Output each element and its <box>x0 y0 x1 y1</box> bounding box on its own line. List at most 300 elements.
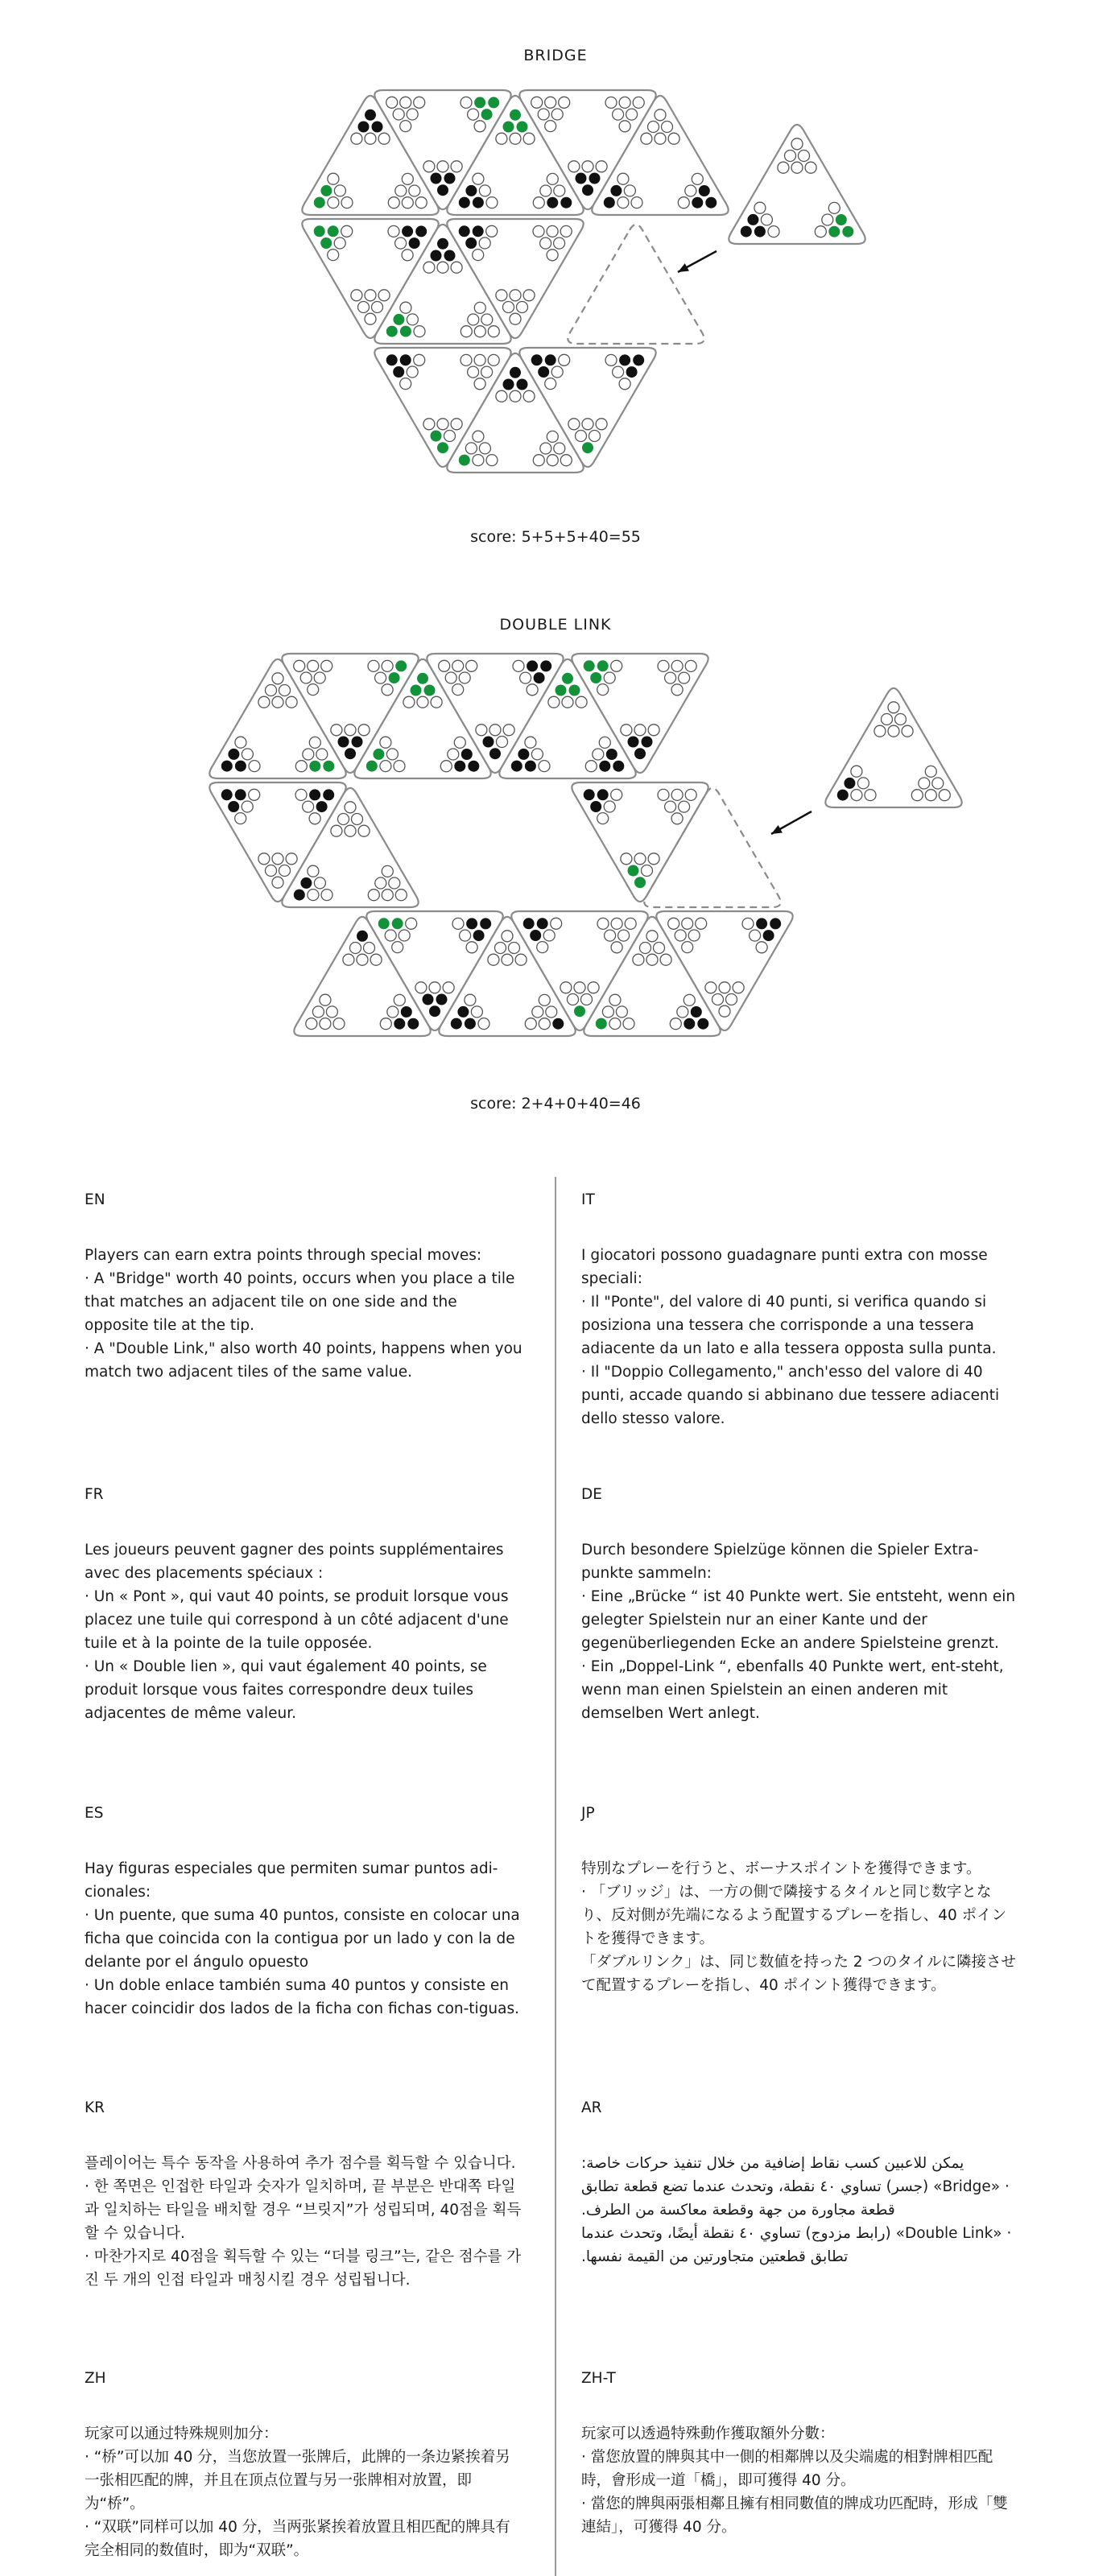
lang-block-es <box>85 1802 523 2021</box>
pip <box>393 366 404 378</box>
pip <box>665 672 676 683</box>
pip <box>466 942 477 953</box>
pip <box>502 954 513 965</box>
pip <box>631 197 642 208</box>
lang-item: · Eine „Brücke “ ist 40 Punkte wert. Sie entsteht, wenn ein gelegter Spielstein nur an einer Kante und der gegenüberliegenden Ecke an andere Spielsteine grenzt. <box>581 1588 1016 1652</box>
pip <box>328 197 339 208</box>
pip <box>576 431 587 442</box>
lang-block-en <box>85 1188 523 1384</box>
pip <box>375 672 386 683</box>
pip <box>569 685 580 696</box>
pip <box>623 1018 634 1030</box>
pip <box>326 1006 337 1018</box>
pip <box>395 660 407 671</box>
pip <box>611 660 622 671</box>
pip <box>597 813 609 824</box>
pip <box>510 109 521 121</box>
pip <box>266 865 277 877</box>
pip <box>574 1005 585 1017</box>
pip <box>613 109 624 120</box>
lang-block-zh <box>85 2367 523 2562</box>
pip <box>668 133 679 144</box>
pip <box>423 161 435 172</box>
pip <box>682 918 693 929</box>
lang-item: · A "Bridge" worth 40 points, occurs when you place a tile that matches an adjacent tile on one side and the opposite tile at the tip. <box>85 1270 515 1334</box>
pip <box>503 122 514 133</box>
pip <box>671 660 683 671</box>
pip <box>851 790 862 801</box>
pip <box>323 761 334 772</box>
pip <box>634 853 646 865</box>
pip <box>314 672 325 683</box>
pip <box>417 673 428 684</box>
pip <box>533 225 544 237</box>
double-link-title: DOUBLE LINK <box>499 616 612 634</box>
pip <box>483 737 494 748</box>
pip <box>303 801 314 812</box>
pip <box>488 954 499 965</box>
pip <box>451 1018 462 1030</box>
pip <box>761 214 772 225</box>
pip <box>443 982 454 993</box>
pip <box>613 761 624 772</box>
pip <box>378 918 390 929</box>
pip <box>407 1018 419 1030</box>
pip <box>341 197 353 208</box>
pip <box>660 954 671 965</box>
pip <box>488 326 499 337</box>
pip <box>235 813 246 824</box>
pip <box>473 250 484 261</box>
pip <box>719 1005 730 1017</box>
pip <box>605 97 617 108</box>
pip <box>471 1006 482 1018</box>
pip <box>756 918 767 929</box>
pip <box>619 97 630 108</box>
pip <box>747 214 758 225</box>
pip <box>606 749 617 760</box>
pip <box>754 226 766 237</box>
pip <box>480 918 491 929</box>
pip <box>380 1018 391 1030</box>
pip <box>481 109 493 120</box>
pip <box>671 813 683 824</box>
pip <box>655 133 666 144</box>
lang-item: · A "Double Link," also worth 40 points, happens when you match two adjacent tiles of the same value. <box>85 1340 522 1381</box>
pip <box>939 790 950 801</box>
pip <box>548 696 560 708</box>
lang-item: · «Double Link» (رابط مزدوج) تساوي ٤٠ نقطة أيضًا، وتحدث عندما تطابق قطعتين متجاورتين من القيمة نفسها. <box>581 2225 1012 2265</box>
pip <box>503 724 514 736</box>
lang-block-it <box>581 1188 1020 1430</box>
pip <box>423 419 435 430</box>
pip <box>338 737 349 748</box>
pip <box>537 942 548 953</box>
pip <box>547 431 558 442</box>
pip <box>403 696 415 708</box>
empty-slot <box>568 225 704 344</box>
bridge-title: BRIDGE <box>523 47 588 64</box>
pip <box>279 685 291 696</box>
pip <box>576 696 587 708</box>
pip <box>568 994 579 1005</box>
pip <box>272 673 283 684</box>
pip <box>451 262 462 273</box>
pip <box>286 853 297 865</box>
pip <box>312 1006 324 1018</box>
pip <box>228 749 239 760</box>
pip <box>258 853 270 865</box>
pip <box>468 366 479 378</box>
pip <box>286 696 297 708</box>
pip <box>679 672 690 683</box>
pip <box>616 1006 627 1018</box>
pip <box>465 994 476 1005</box>
pip <box>684 994 695 1005</box>
pip <box>545 97 556 108</box>
lang-code: ZH-T <box>581 2370 616 2387</box>
pip <box>520 672 531 683</box>
pip <box>461 749 473 760</box>
pip <box>581 994 593 1005</box>
pip <box>842 226 853 237</box>
lang-code: EN <box>85 1191 105 1208</box>
pip <box>382 865 393 877</box>
pip <box>445 672 456 683</box>
pip <box>321 660 332 671</box>
pip <box>625 918 636 929</box>
lang-block-fr <box>85 1483 523 1725</box>
pip <box>452 660 464 671</box>
pip <box>554 185 565 196</box>
pip <box>272 877 283 888</box>
lang-code: ES <box>85 1805 104 1822</box>
pip <box>633 97 644 108</box>
pip <box>365 133 376 144</box>
pip <box>474 302 485 313</box>
pip <box>785 151 796 162</box>
pip <box>822 214 833 225</box>
pip <box>523 390 535 402</box>
pip <box>609 1018 621 1030</box>
pip <box>465 237 477 249</box>
pip <box>538 366 549 378</box>
pip <box>249 761 260 772</box>
pip <box>857 778 869 789</box>
pip <box>648 122 659 133</box>
pip <box>611 918 622 929</box>
pip <box>585 761 597 772</box>
pip <box>599 761 610 772</box>
pip <box>343 954 354 965</box>
pip <box>431 250 442 262</box>
pip <box>394 761 405 772</box>
pip <box>486 225 498 237</box>
pip <box>742 918 754 929</box>
pip <box>402 197 413 208</box>
pip <box>527 660 538 671</box>
pip <box>221 789 233 800</box>
pip <box>382 684 393 696</box>
pip <box>534 672 545 683</box>
pip <box>648 724 659 736</box>
lang-intro: 玩家可以透過特殊動作獲取額外分數： <box>581 2425 835 2442</box>
pip <box>370 954 382 965</box>
pip <box>925 766 936 777</box>
pip <box>358 122 370 133</box>
pip <box>460 930 471 941</box>
pip <box>547 250 558 261</box>
pip <box>556 685 567 696</box>
pip <box>437 184 448 196</box>
pip <box>459 455 470 466</box>
pip <box>547 455 558 466</box>
lang-item: · 當您的牌與兩張相鄰且擁有相同數值的牌成功匹配時，形成「雙連結」，可獲得 40 分。 <box>581 2496 1008 2536</box>
pip <box>242 801 253 812</box>
pip <box>423 262 435 273</box>
pip <box>628 865 639 877</box>
pip <box>473 431 484 442</box>
lang-item: · Il "Doppio Collegamento," anch'esso del valore di 40 punti, accade quando si abbinano due tessere adiacenti dello stesso valore. <box>581 1364 1000 1427</box>
pip <box>316 749 328 760</box>
pip <box>634 877 646 888</box>
pip <box>911 790 923 801</box>
pip <box>331 724 342 736</box>
pip <box>452 918 464 929</box>
pip <box>382 890 393 901</box>
pip <box>658 660 669 671</box>
double-link-score: score: 2+4+0+40=46 <box>470 1095 641 1113</box>
lang-intro: Players can earn extra points through special moves: <box>85 1247 482 1264</box>
pip <box>642 737 653 748</box>
pip <box>560 982 572 993</box>
pip <box>576 173 587 184</box>
pip <box>540 237 551 249</box>
pip <box>386 326 398 337</box>
pip <box>385 930 396 941</box>
pip <box>726 994 737 1005</box>
pip <box>328 225 339 237</box>
pip <box>618 930 630 941</box>
lang-item: · Il "Ponte", del valore di 40 punti, si verifica quando si posiziona una tessera che corrisponde a una tessera adiacente da un lato e alla tessera opposta sulla punta. <box>581 1294 997 1357</box>
pip <box>582 184 593 196</box>
pip <box>365 109 376 121</box>
pip <box>395 185 407 196</box>
pip <box>429 982 440 993</box>
pip <box>626 366 638 378</box>
lang-item: · 「ブリッジ」は、一方の側で隣接するタイルと同じ数字となり、反対側が先端になるよう配置するプレーを指し、40 ポイントを獲得できます。 <box>581 1884 1007 1947</box>
pip <box>597 918 609 929</box>
pip <box>394 994 405 1005</box>
pip <box>613 366 624 378</box>
lang-intro: 玩家可以通过特殊规则加分： <box>85 2425 279 2442</box>
pip <box>466 918 477 929</box>
pip <box>677 1006 688 1018</box>
pip <box>409 185 420 196</box>
pip <box>590 801 601 812</box>
pip <box>597 684 609 696</box>
pip <box>395 237 407 249</box>
pip <box>328 250 339 261</box>
pip <box>532 1006 543 1018</box>
pip <box>525 1018 536 1030</box>
pip <box>828 202 840 213</box>
pip <box>539 1018 550 1030</box>
pip <box>712 994 724 1005</box>
lang-code: AR <box>581 2099 602 2116</box>
pip <box>364 943 375 954</box>
pip <box>345 825 356 836</box>
pip <box>523 290 535 301</box>
lang-item: 「ダブルリンク」は、同じ数値を持った 2 つのタイルに隣接させて配置するプレーを指し、40 ポイント獲得できます。 <box>581 1954 1017 1994</box>
pip <box>537 918 548 929</box>
pip <box>389 877 400 889</box>
pip <box>429 1005 440 1017</box>
pip <box>837 790 849 801</box>
pip <box>314 197 325 208</box>
pip <box>389 672 400 683</box>
pip <box>671 684 683 696</box>
pip <box>560 225 572 237</box>
pip <box>633 354 644 365</box>
pip <box>844 778 855 789</box>
pip <box>407 314 418 325</box>
pip <box>547 225 558 237</box>
pip <box>805 162 816 173</box>
pip <box>496 290 507 301</box>
pip <box>314 877 325 889</box>
pip <box>611 789 622 800</box>
pip <box>610 185 622 196</box>
pip <box>634 748 646 759</box>
pip <box>633 954 644 965</box>
pip <box>568 419 580 430</box>
pip <box>258 696 270 708</box>
pip <box>604 672 615 683</box>
pip <box>791 138 803 150</box>
pip <box>646 931 658 942</box>
pip <box>437 419 448 430</box>
pip <box>503 379 514 390</box>
bridge-diagram <box>0 80 1111 499</box>
pip <box>770 918 781 929</box>
pip <box>400 121 411 132</box>
pip <box>303 749 314 760</box>
lang-code: FR <box>85 1486 104 1503</box>
pip <box>399 930 410 941</box>
pip <box>763 930 774 941</box>
pip <box>388 225 399 237</box>
pip <box>554 237 565 249</box>
pip <box>424 685 436 696</box>
pip <box>540 185 551 196</box>
pip <box>459 197 470 208</box>
pip <box>584 789 595 800</box>
pip <box>392 942 403 953</box>
pip <box>545 121 556 132</box>
lang-intro: I giocatori possono guadagnare punti extra con mosse speciali: <box>581 1247 988 1287</box>
pip <box>540 443 551 454</box>
pip <box>476 724 487 736</box>
pip <box>510 390 521 402</box>
pip <box>468 314 479 325</box>
pip <box>272 853 283 865</box>
pip <box>387 1006 399 1018</box>
pip <box>828 226 840 237</box>
pip <box>502 931 513 942</box>
pip <box>465 1018 476 1030</box>
pip <box>604 801 615 812</box>
pip <box>642 865 653 877</box>
pip <box>479 237 490 249</box>
pip <box>308 684 319 696</box>
pip <box>925 790 936 801</box>
pip <box>756 942 767 953</box>
pip <box>451 419 462 430</box>
pip <box>334 185 345 196</box>
pip <box>358 724 370 736</box>
lang-block-ar <box>581 2096 1020 2268</box>
pip <box>692 197 703 208</box>
pip <box>457 1006 469 1018</box>
pip <box>628 737 639 748</box>
pip <box>539 761 550 772</box>
pip <box>545 378 556 390</box>
lang-intro: 特別なプレーを行うと、ボーナスポイントを獲得できます。 <box>581 1860 981 1877</box>
pip <box>488 97 499 108</box>
pip <box>473 173 484 184</box>
pip <box>249 789 260 800</box>
pip <box>468 109 479 120</box>
pip <box>309 789 320 800</box>
pip <box>865 790 876 801</box>
pip <box>431 173 442 184</box>
pip <box>582 442 593 453</box>
pip <box>584 660 595 671</box>
pip <box>415 225 427 237</box>
pip <box>589 173 601 184</box>
lang-block-kr <box>85 2096 523 2292</box>
pip <box>444 250 456 262</box>
pip <box>513 660 524 671</box>
pip <box>670 1018 681 1030</box>
pip <box>295 761 307 772</box>
pip <box>479 185 490 196</box>
pip <box>320 185 332 196</box>
pip <box>515 954 527 965</box>
pip <box>221 761 233 772</box>
pip <box>648 853 659 865</box>
pip <box>465 443 477 454</box>
pip <box>308 660 319 671</box>
pip <box>733 982 744 993</box>
pip <box>228 801 239 812</box>
pip <box>436 994 448 1005</box>
pip <box>719 982 730 993</box>
pip <box>551 918 562 929</box>
lang-intro: Hay figuras especiales que permiten sumar puntos adi-cionales: <box>85 1860 498 1901</box>
pip <box>530 930 541 941</box>
pip <box>328 173 339 184</box>
pip <box>308 865 319 877</box>
pip <box>685 789 696 800</box>
pip <box>619 354 630 365</box>
pip <box>345 748 356 759</box>
pip <box>509 943 520 954</box>
pip <box>604 197 615 208</box>
pip <box>365 290 376 301</box>
pip <box>400 302 411 313</box>
